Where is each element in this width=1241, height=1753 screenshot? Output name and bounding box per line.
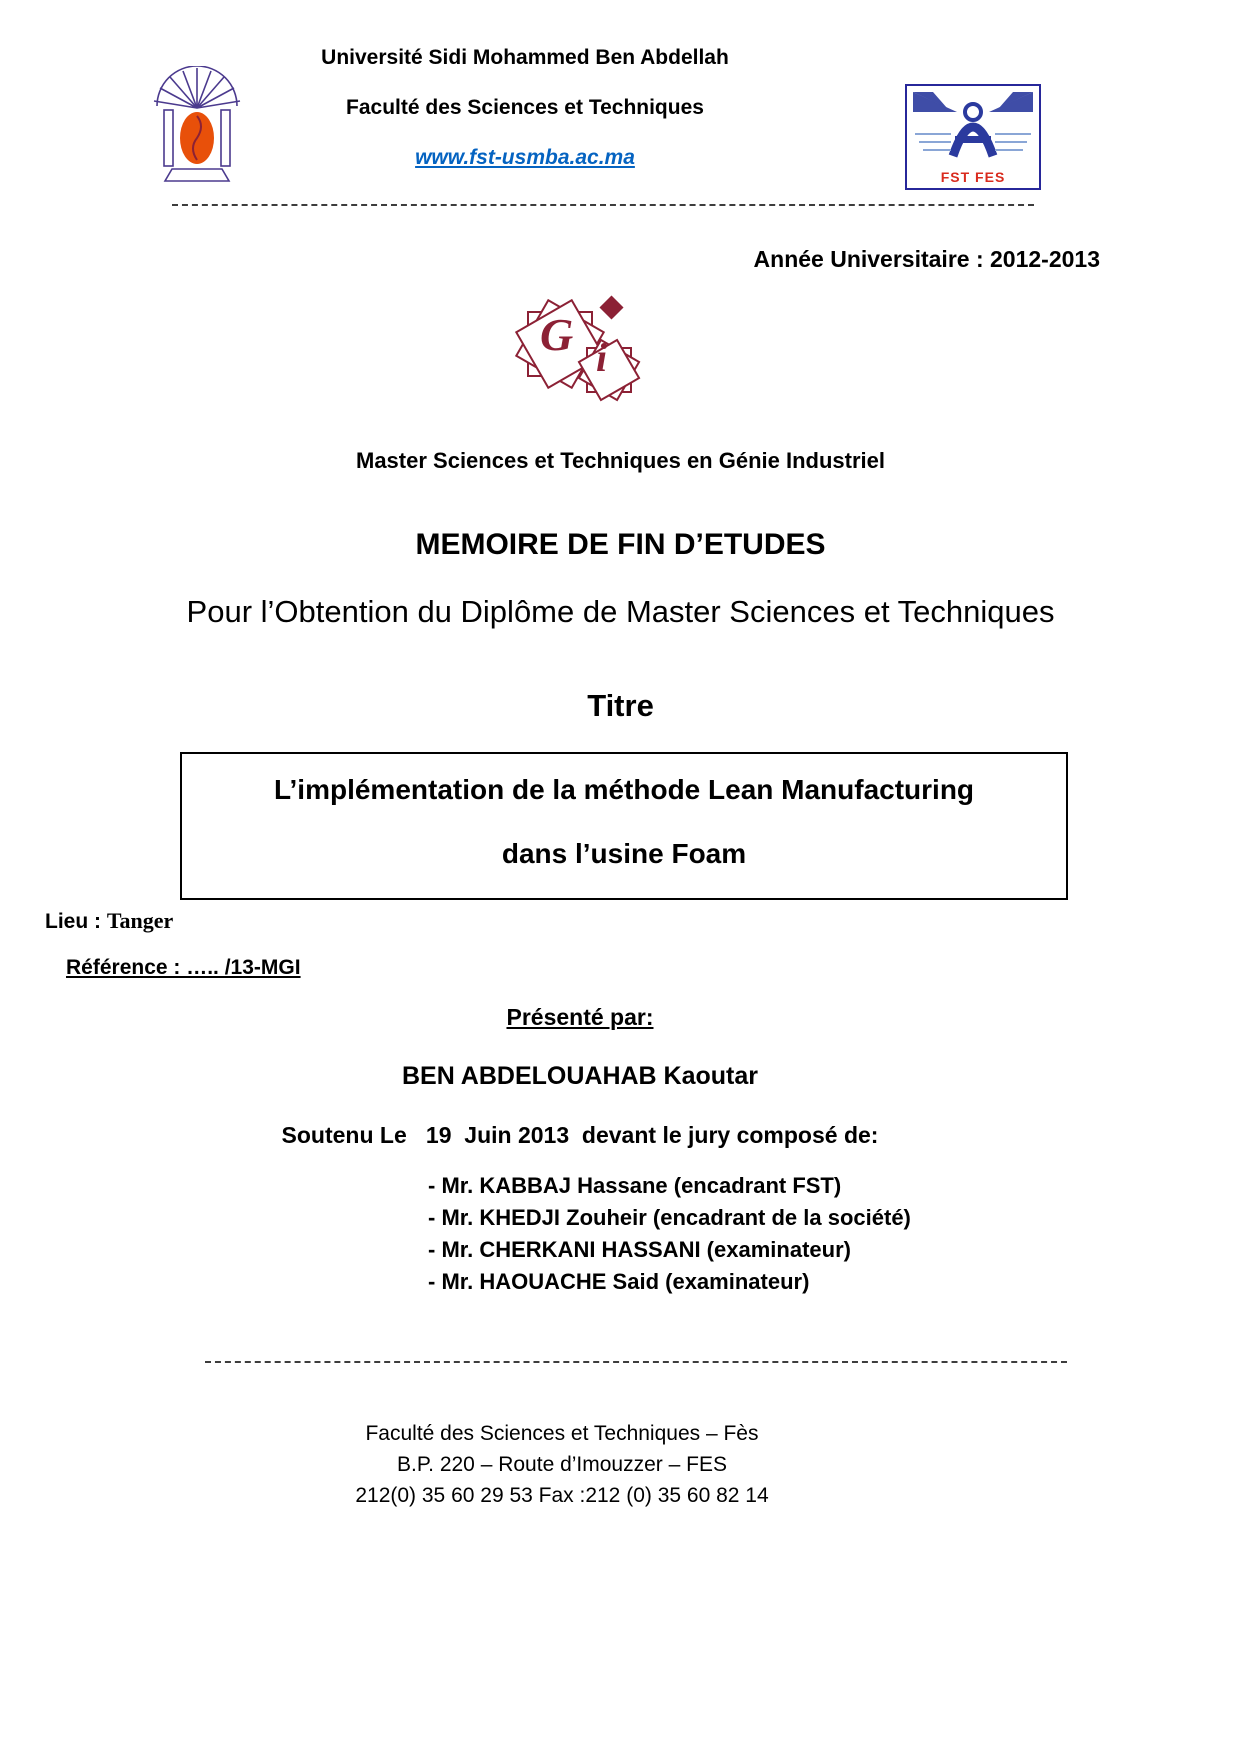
header-text-block [150,46,900,170]
titre-label: Titre [587,688,654,723]
fst-fes-caption: FST FES [940,169,1006,185]
defense-line: Soutenu Le 19 Juin 2013 devant le jury composé de: [281,1122,879,1148]
footer-phone: 212(0) 35 60 29 53 Fax :212 (0) 35 60 82 14 [355,1484,769,1507]
footer-faculty: Faculté des Sciences et Techniques – Fès [365,1422,759,1445]
thesis-title-line2: dans l’usine Foam [501,838,747,869]
gi-logo [512,290,652,412]
top-separator [172,204,1034,206]
academic-year: Année Universitaire : 2012-2013 [753,246,1100,272]
reference-line: Référence : ….. /13-MGI [66,956,301,979]
gi-letter-g: G [540,309,574,360]
presented-by-label: Présenté par: [506,1004,654,1030]
location-label: Lieu : [45,910,101,933]
bottom-separator [205,1361,1067,1363]
jury-member: - Mr. KABBAJ Hassane (encadrant FST) [428,1173,842,1198]
gi-burst-icon [512,290,652,412]
program-name: Master Sciences et Techniques en Génie Industriel [356,448,885,473]
gi-letter-i: i [596,335,608,380]
footer-address: B.P. 220 – Route d’Imouzzer – FES [397,1453,727,1476]
faculty-website-link[interactable]: www.fst-usmba.ac.ma [415,146,635,169]
degree-line: Pour l’Obtention du Diplôme de Master Sciences et Techniques [186,594,1055,629]
jury-list [428,1170,911,1298]
jury-member: - Mr. KHEDJI Zouheir (encadrant de la société) [428,1205,911,1230]
location-line [45,908,173,934]
location-value: Tanger [106,908,174,933]
jury-member: - Mr. HAOUACHE Said (examinateur) [428,1269,810,1294]
thesis-title-line1: L’implémentation de la méthode Lean Manufacturing [273,774,975,805]
memoire-title: MEMOIRE DE FIN D’ETUDES [415,528,826,561]
university-name: Université Sidi Mohammed Ben Abdellah [321,46,729,69]
footer-block [0,1418,1124,1511]
thesis-title-box [180,752,1068,900]
faculty-name: Faculté des Sciences et Techniques [346,96,704,119]
author-name: BEN ABDELOUAHAB Kaoutar [401,1062,759,1090]
fst-fes-logo [905,84,1041,190]
jury-member: - Mr. CHERKANI HASSANI (examinateur) [428,1237,851,1262]
